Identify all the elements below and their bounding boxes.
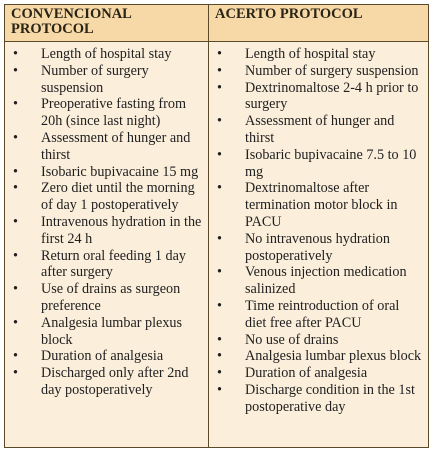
bullet-marker: • — [13, 62, 18, 79]
table-header-row — [5, 5, 428, 42]
acerto-protocol-item — [213, 80, 424, 114]
conventional-protocol-item-text: Analgesia lumbar plexus block — [41, 314, 183, 348]
header-acerto-protocol: ACERTO PROTOCOL — [215, 6, 363, 22]
conventional-protocol-item — [9, 63, 204, 97]
bullet-marker: • — [13, 163, 18, 180]
conventional-protocol-item-text: Return oral feeding 1 day after surgery — [41, 247, 186, 281]
conventional-protocol-item — [9, 96, 204, 130]
acerto-protocol-item — [213, 113, 424, 147]
conventional-protocol-item-text: Isobaric bupivacaine 15 mg — [41, 163, 199, 180]
bullet-marker: • — [217, 348, 222, 365]
bullet-marker: • — [217, 297, 222, 314]
bullet-marker: • — [13, 348, 18, 365]
bullet-marker: • — [217, 381, 222, 398]
acerto-protocol-item-text: Assessment of hunger and thirst — [245, 113, 395, 146]
acerto-protocol-item — [213, 264, 424, 298]
acerto-protocol-item-text: Dextrinomaltose after termination motor block in PACU — [245, 180, 398, 230]
acerto-protocol-item-text: Dextrinomaltose 2-4 h prior to surgery — [245, 79, 419, 113]
acerto-protocol-item — [213, 231, 424, 265]
header-conventional-protocol: CONVENCIONAL PROTOCOL — [5, 5, 209, 41]
conventional-protocol-item — [9, 248, 204, 282]
acerto-protocol-list — [213, 46, 424, 416]
conventional-protocol-column — [5, 42, 209, 447]
acerto-protocol-item — [213, 365, 424, 382]
bullet-marker: • — [217, 46, 222, 62]
bullet-marker: • — [217, 264, 222, 281]
bullet-marker: • — [13, 46, 18, 62]
conventional-protocol-item-text: Length of hospital stay — [41, 46, 172, 62]
bullet-marker: • — [217, 230, 222, 247]
bullet-marker: • — [13, 96, 18, 113]
acerto-protocol-item — [213, 348, 424, 365]
bullet-marker: • — [217, 365, 222, 382]
conventional-protocol-list — [9, 46, 204, 399]
bullet-marker: • — [217, 79, 222, 96]
acerto-protocol-item — [213, 147, 424, 181]
conventional-protocol-item — [9, 164, 204, 181]
conventional-protocol-item — [9, 281, 204, 315]
acerto-protocol-item — [213, 180, 424, 230]
bullet-marker: • — [13, 365, 18, 382]
bullet-marker: • — [13, 314, 18, 331]
acerto-protocol-column — [209, 42, 428, 447]
acerto-protocol-item — [213, 46, 424, 63]
acerto-protocol-item — [213, 63, 424, 80]
acerto-protocol-item-text: Analgesia lumbar plexus block — [245, 348, 422, 365]
bullet-marker: • — [217, 180, 222, 197]
conventional-protocol-item-text: Preoperative fasting from 20h (since last night) — [41, 96, 186, 130]
conventional-protocol-item-text: Zero diet until the morning of day 1 postoperatively — [41, 180, 195, 214]
conventional-protocol-item — [9, 130, 204, 164]
protocol-comparison-table — [4, 4, 429, 448]
conventional-protocol-item — [9, 214, 204, 248]
acerto-protocol-item — [213, 332, 424, 349]
bullet-marker: • — [217, 113, 222, 130]
acerto-protocol-item-text: No use of drains — [245, 331, 339, 348]
conventional-protocol-item — [9, 348, 204, 365]
acerto-protocol-item-text: Duration of analgesia — [245, 365, 368, 382]
table-body-row — [5, 42, 428, 447]
conventional-protocol-item-text: Number of surgery suspension — [41, 62, 149, 96]
conventional-protocol-item-text: Discharged only after 2nd day postoperatively — [41, 365, 189, 398]
conventional-protocol-item-text: Assessment of hunger and thirst — [41, 129, 191, 163]
acerto-protocol-item-text: No intravenous hydration postoperatively — [245, 230, 390, 264]
acerto-protocol-item-text: Venous injection medication salinized — [245, 264, 407, 298]
conventional-protocol-item — [9, 315, 204, 349]
conventional-protocol-item — [9, 46, 204, 63]
conventional-protocol-item — [9, 180, 204, 214]
acerto-protocol-item-text: Number of surgery suspension — [245, 62, 419, 79]
conventional-protocol-item-text: Intravenous hydration in the first 24 h — [41, 213, 202, 247]
bullet-marker: • — [13, 281, 18, 298]
conventional-protocol-item-text: Use of drains as surgeon preference — [41, 281, 181, 314]
acerto-protocol-item — [213, 382, 424, 416]
bullet-marker: • — [13, 247, 18, 264]
acerto-protocol-item — [213, 298, 424, 332]
acerto-protocol-item-text: Time reintroduction of oral diet free after PACU — [245, 297, 400, 331]
conventional-protocol-item — [9, 365, 204, 399]
bullet-marker: • — [217, 62, 222, 79]
bullet-marker: • — [13, 213, 18, 230]
bullet-marker: • — [13, 180, 18, 197]
acerto-protocol-item-text: Length of hospital stay — [245, 46, 376, 62]
bullet-marker: • — [13, 129, 18, 146]
acerto-protocol-item-text: Discharge condition in the 1st postoperative day — [245, 381, 415, 415]
bullet-marker: • — [217, 146, 222, 163]
conventional-protocol-item-text: Duration of analgesia — [41, 348, 164, 365]
bullet-marker: • — [217, 331, 222, 348]
acerto-protocol-item-text: Isobaric bupivacaine 7.5 to 10 mg — [245, 146, 417, 180]
